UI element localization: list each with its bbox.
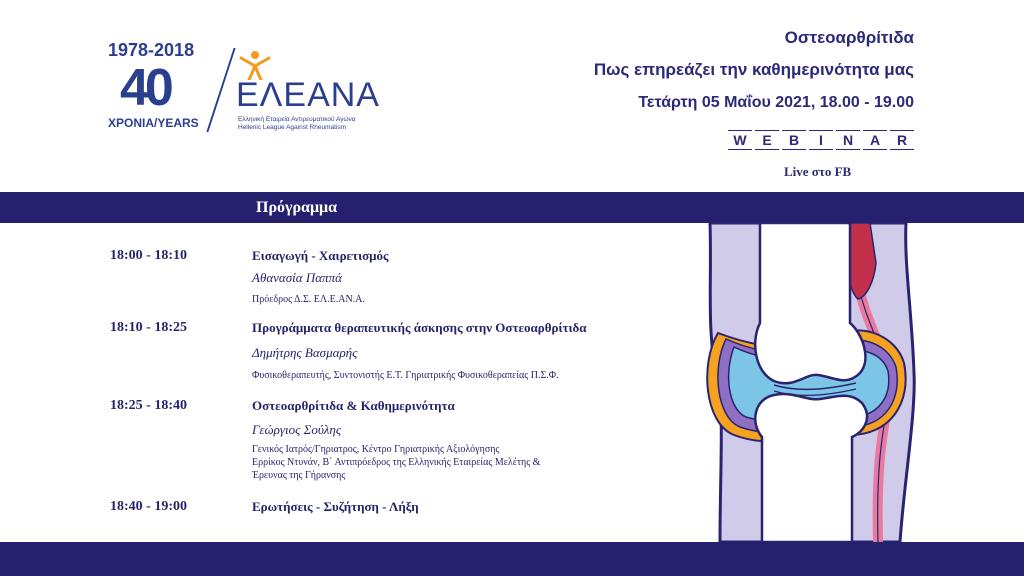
speaker-role-line: Γενικός Ιατρός/Γηριατρος, Κέντρο Γηριατρικής Αξιολόγησης <box>252 444 500 455</box>
anniversary-number: 40 <box>120 59 170 117</box>
session-title: Εισαγωγή - Χαιρετισμός <box>252 248 389 263</box>
program-heading: Πρόγραμμα <box>256 199 338 216</box>
anniversary-label: ΧΡΟΝΙΑ/YEARS <box>108 116 199 130</box>
speaker-name: Γεώργιος Σούλης <box>252 422 342 437</box>
event-datetime: Τετάρτη 05 Μαΐου 2021, 18.00 - 19.00 <box>638 94 914 111</box>
event-title: Οστεοαρθρίτιδα <box>784 28 914 47</box>
schedule-time: 18:00 - 18:10 <box>110 248 187 263</box>
webinar-letter: B <box>782 130 806 150</box>
speaker-name: Αθανασία Παππά <box>252 270 342 285</box>
org-subtitle-gr: Ελληνική Εταιρεία Αντιρευματικού Αγώνα <box>238 116 356 123</box>
org-name: ΕΛΕΑΝΑ <box>236 76 380 114</box>
speaker-name: Δημήτρης Βασμαρής <box>252 345 358 360</box>
footer-band <box>0 542 1024 576</box>
webinar-letter: R <box>890 130 914 150</box>
org-subtitle-en: Hellenic League Against Rheumatism <box>238 124 347 131</box>
speaker-role-line: Ερρίκος Ντυνάν, Β΄ Αντιπρόεδρος της Ελληνικής Εταιρείας Μελέτης & <box>252 457 541 468</box>
anniversary-range: 1978-2018 <box>108 40 195 60</box>
schedule-time: 18:10 - 18:25 <box>110 320 187 335</box>
speaker-role <box>252 443 540 482</box>
live-on-fb: Live στο FB <box>784 164 852 179</box>
knee-joint-illustration <box>690 223 940 542</box>
org-subtitle <box>238 116 356 132</box>
speaker-role <box>252 293 365 306</box>
event-subtitle: Πως επηρεάζει την καθημερινότητα μας <box>593 60 914 79</box>
logo-divider <box>206 48 235 132</box>
schedule-time: 18:25 - 18:40 <box>110 398 187 413</box>
speaker-role-line: Πρόεδρος Δ.Σ. ΕΛ.Ε.ΑΝ.Α. <box>252 294 365 305</box>
webinar-letter: E <box>755 130 779 150</box>
org-logo <box>100 40 380 140</box>
webinar-letter: N <box>836 130 860 150</box>
webinar-letter: A <box>863 130 887 150</box>
schedule-time: 18:40 - 19:00 <box>110 499 187 514</box>
speaker-role-line: Έρευνας της Γήρανσης <box>252 470 346 481</box>
webinar-label <box>728 130 914 150</box>
webinar-letter: I <box>809 130 833 150</box>
webinar-letter: W <box>728 130 752 150</box>
session-title: Προγράμματα θεραπευτικής άσκησης στην Οστεοαρθρίτιδα <box>252 320 587 335</box>
session-title: Οστεοαρθρίτιδα & Καθημερινότητα <box>252 398 455 413</box>
speaker-role-line: Φυσικοθεραπευτής, Συντονιστής Ε.Τ. Γηριατρικής Φυσικοθεραπείας Π.Σ.Φ. <box>252 370 559 381</box>
speaker-role <box>252 369 559 382</box>
program-band <box>0 192 1024 223</box>
event-header <box>594 28 914 112</box>
session-title: Ερωτήσεις - Συζήτηση - Λήξη <box>252 499 419 514</box>
